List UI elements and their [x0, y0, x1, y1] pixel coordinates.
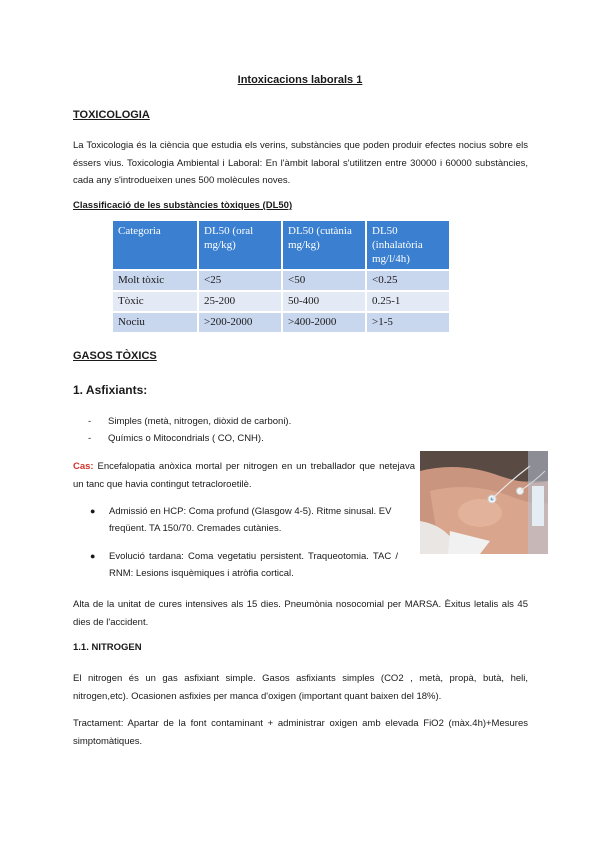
- table-cell: >1-5: [367, 313, 449, 332]
- table-header-cell: Categoria: [113, 221, 197, 269]
- intro-paragraph: La Toxicologia és la ciència que estudia els verins, substàncies que poden produir efectes nocius sobre els éssers vius. Toxicologia Ambiental i Laboral: En l'àmbit laboral s'utilitzen entre 30000 i 60000 substàncies, cada any s'introdueixen unes 500 molècules noves.: [73, 140, 528, 186]
- discharge-paragraph: Alta de la unitat de cures intensives als 15 dies. Pneumònia nosocomial per MARSA. Èxitus letalis als 45 dies de l'accident.: [73, 599, 528, 628]
- table-cell: <50: [283, 271, 365, 290]
- bullet-icon: ●: [90, 551, 96, 561]
- asfixiants-heading: 1. Asfixiants:: [73, 383, 148, 397]
- table-cell: <25: [199, 271, 281, 290]
- list-item: [88, 413, 488, 430]
- table-cell: Nociu: [113, 313, 197, 332]
- case-paragraph: [73, 458, 415, 493]
- table-header-cell: DL50 (cutània mg/kg): [283, 221, 365, 269]
- patient-photo: [420, 451, 548, 554]
- case-text: Encefalopatia anòxica mortal per nitrogen en un treballador que netejava un tanc que havia contingut tetracloroetilè.: [73, 461, 415, 490]
- table-cell: 0.25-1: [367, 292, 449, 311]
- table-cell: >200-2000: [199, 313, 281, 332]
- table-cell: Tòxic: [113, 292, 197, 311]
- nitrogen-paragraph: El nitrogen és un gas asfixiant simple. Gasos asfixiants simples (CO2 , metà, propà, butà, heli, nitrogen,etc). Ocasionen asfixies per manca d'oxigen (important quant baixen del 18%).: [73, 673, 528, 702]
- list-item: [88, 430, 488, 447]
- table-row: [113, 313, 449, 332]
- table-header-cell: DL50 (inhalatòria mg/l/4h): [367, 221, 449, 269]
- treatment-paragraph: Tractament: Apartar de la font contaminant + administrar oxigen amb elevada FiO2 (màx.4h)+Mesures simptomàtiques.: [73, 718, 528, 747]
- table-header-row: [113, 221, 449, 269]
- table-cell: 50-400: [283, 292, 365, 311]
- bullet-item: [92, 548, 398, 582]
- asfixiants-list: [88, 413, 488, 447]
- table-row: [113, 292, 449, 311]
- list-item-text: Químics o Mitocondrials ( CO, CNH).: [108, 433, 264, 444]
- table-cell: <0.25: [367, 271, 449, 290]
- nitrogen-heading: 1.1. NITROGEN: [73, 642, 142, 653]
- dl50-table-wrapper: [111, 219, 451, 334]
- dash-mark: -: [88, 416, 92, 427]
- list-item-text: Simples (metà, nitrogen, diòxid de carboni).: [108, 416, 292, 427]
- table-cell: >400-2000: [283, 313, 365, 332]
- section-heading-gasos: GASOS TÒXICS: [73, 350, 157, 362]
- bullet-item: [92, 503, 422, 537]
- bullet-text: Evolució tardana: Coma vegetatiu persistent. Traqueotomia. TAC / RNM: Lesions isquèmiques i atròfia cortical.: [109, 551, 398, 579]
- patient-photo-image: [420, 451, 548, 554]
- bullet-icon: ●: [90, 506, 96, 516]
- page-title: Intoxicacions laborals 1: [237, 74, 363, 86]
- case-label: Cas:: [73, 461, 94, 472]
- section-heading-toxicologia: TOXICOLOGIA: [73, 109, 150, 121]
- bullet-text: Admissió en HCP: Coma profund (Glasgow 4-5). Ritme sinusal. EV freqüent. TA 150/70. Cremades cutànies.: [109, 506, 392, 534]
- table-cell: 25-200: [199, 292, 281, 311]
- classification-heading: Classificació de les substàncies tòxiques (DL50): [73, 200, 293, 211]
- dl50-table: [111, 219, 451, 334]
- table-header-cell: DL50 (oral mg/kg): [199, 221, 281, 269]
- table-cell: Molt tòxic: [113, 271, 197, 290]
- table-row: [113, 271, 449, 290]
- dash-mark: -: [88, 433, 92, 444]
